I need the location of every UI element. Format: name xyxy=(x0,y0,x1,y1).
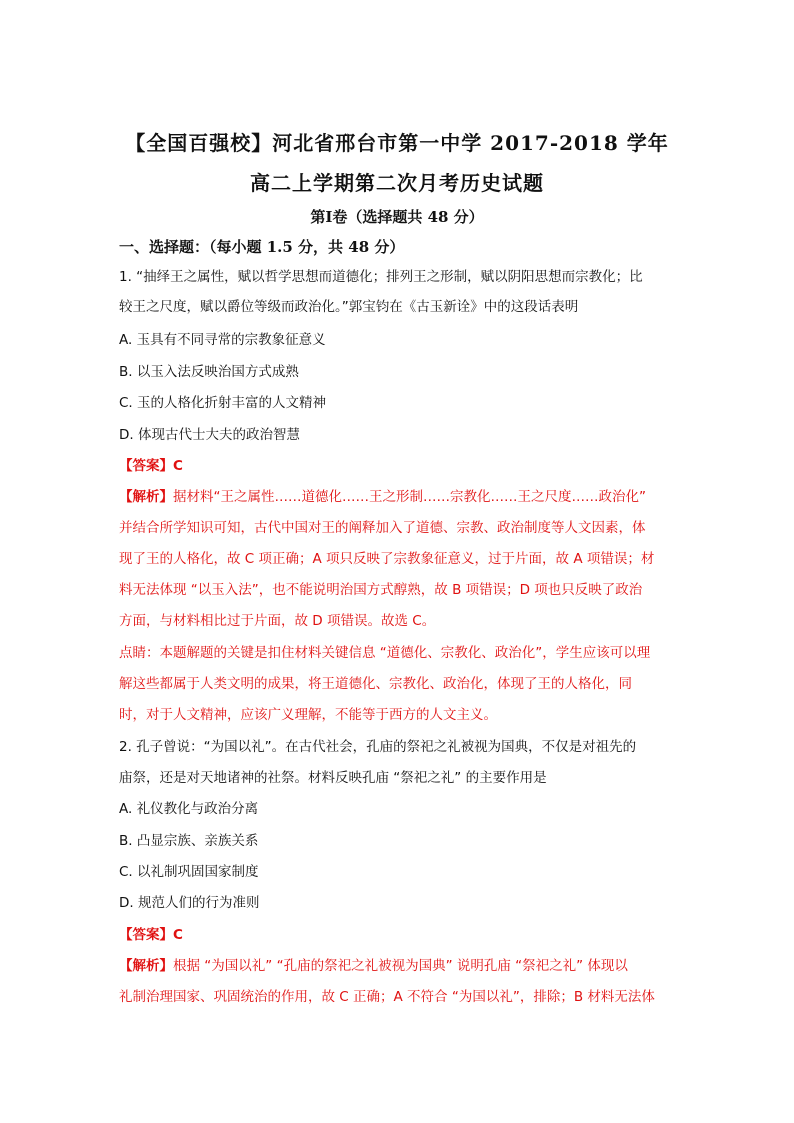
q2-option-a: A. 礼仪教化与政治分离 xyxy=(119,801,259,817)
document-title-line1: 【全国百强校】河北省邢台市第一中学 2017-2018 学年 xyxy=(125,131,669,155)
q1-tip-line3: 时，对于人文精神，应该广义理解，不能等于西方的人文主义。 xyxy=(119,707,497,723)
q1-answer-value: C xyxy=(173,458,183,474)
q1-stem-line1: 1. “抽绎王之属性，赋以哲学思想而道德化；排列王之形制，赋以阴阳思想而宗教化；比 xyxy=(119,269,643,285)
q2-stem-line1: 2. 孔子曾说：“为国以礼”。在古代社会，孔庙的祭祀之礼被视为国典，不仅是对祖先的 xyxy=(119,739,637,755)
q2-answer-label: 【答案】 xyxy=(119,927,173,943)
document-title-line2: 高二上学期第二次月考历史试题 xyxy=(250,171,544,195)
q2-analysis-label: 【解析】 xyxy=(119,958,173,974)
q2-answer xyxy=(119,925,679,945)
q2-option-c: C. 以礼制巩固国家制度 xyxy=(119,864,259,880)
q2-analysis-line1 xyxy=(119,956,679,976)
q1-analysis-line1 xyxy=(119,487,679,507)
q1-analysis-text1: 据材料“王之属性……道德化……王之形制……宗教化……王之尺度……政治化” xyxy=(173,489,646,505)
q1-analysis-line4: 料无法体现 “以玉入法”，也不能说明治国方式醇熟，故 B 项错误；D 项也只反映了政治 xyxy=(119,582,643,598)
q2-option-d: D. 规范人们的行为准则 xyxy=(119,895,260,911)
q1-analysis-line3: 现了王的人格化，故 C 项正确；A 项只反映了宗教象征意义，过于片面，故 A 项错误；材 xyxy=(119,551,655,567)
q1-option-b: B. 以玉入法反映治国方式成熟 xyxy=(119,364,299,380)
q1-option-a: A. 玉具有不同寻常的宗教象征意义 xyxy=(119,332,326,348)
q2-analysis-line2: 礼制治理国家、巩固统治的作用，故 C 正确；A 不符合 “为国以礼”，排除；B 材料无法体 xyxy=(119,989,655,1005)
q1-analysis-line2: 并结合所学知识可知，古代中国对王的阐释加入了道德、宗教、政治制度等人文因素，体 xyxy=(119,520,646,536)
q1-option-c: C. 玉的人格化折射丰富的人文精神 xyxy=(119,395,327,411)
q1-answer-label: 【答案】 xyxy=(119,458,173,474)
q1-stem-line2: 较王之尺度，赋以爵位等级而政治化。”郭宝钧在《古玉新诠》中的这段话表明 xyxy=(119,299,579,315)
q1-analysis-line5: 方面，与材料相比过于片面，故 D 项错误。故选 C。 xyxy=(119,613,436,629)
section-heading: 一、选择题：（每小题 1.5 分，共 48 分） xyxy=(119,238,405,256)
q2-analysis-text1: 根据 “为国以礼” “孔庙的祭祀之礼被视为国典” 说明孔庙 “祭祀之礼” 体现以 xyxy=(173,958,628,974)
q1-answer xyxy=(119,456,679,476)
q1-tip-line2: 解这些都属于人类文明的成果，将王道德化、宗教化、政治化，体现了王的人格化，同 xyxy=(119,676,632,692)
q1-tip-line1: 点睛：本题解题的关键是扣住材料关键信息 “道德化、宗教化、政治化”，学生应该可以理 xyxy=(119,645,651,661)
q2-answer-value: C xyxy=(173,927,183,943)
volume-heading: 第Ⅰ卷（选择题共 48 分） xyxy=(310,208,484,226)
q2-option-b: B. 凸显宗族、亲族关系 xyxy=(119,833,259,849)
q2-stem-line2: 庙祭，还是对天地诸神的社祭。材料反映孔庙 “祭祀之礼” 的主要作用是 xyxy=(119,770,547,786)
q1-option-d: D. 体现古代士大夫的政治智慧 xyxy=(119,427,300,443)
q1-analysis-label: 【解析】 xyxy=(119,489,173,505)
